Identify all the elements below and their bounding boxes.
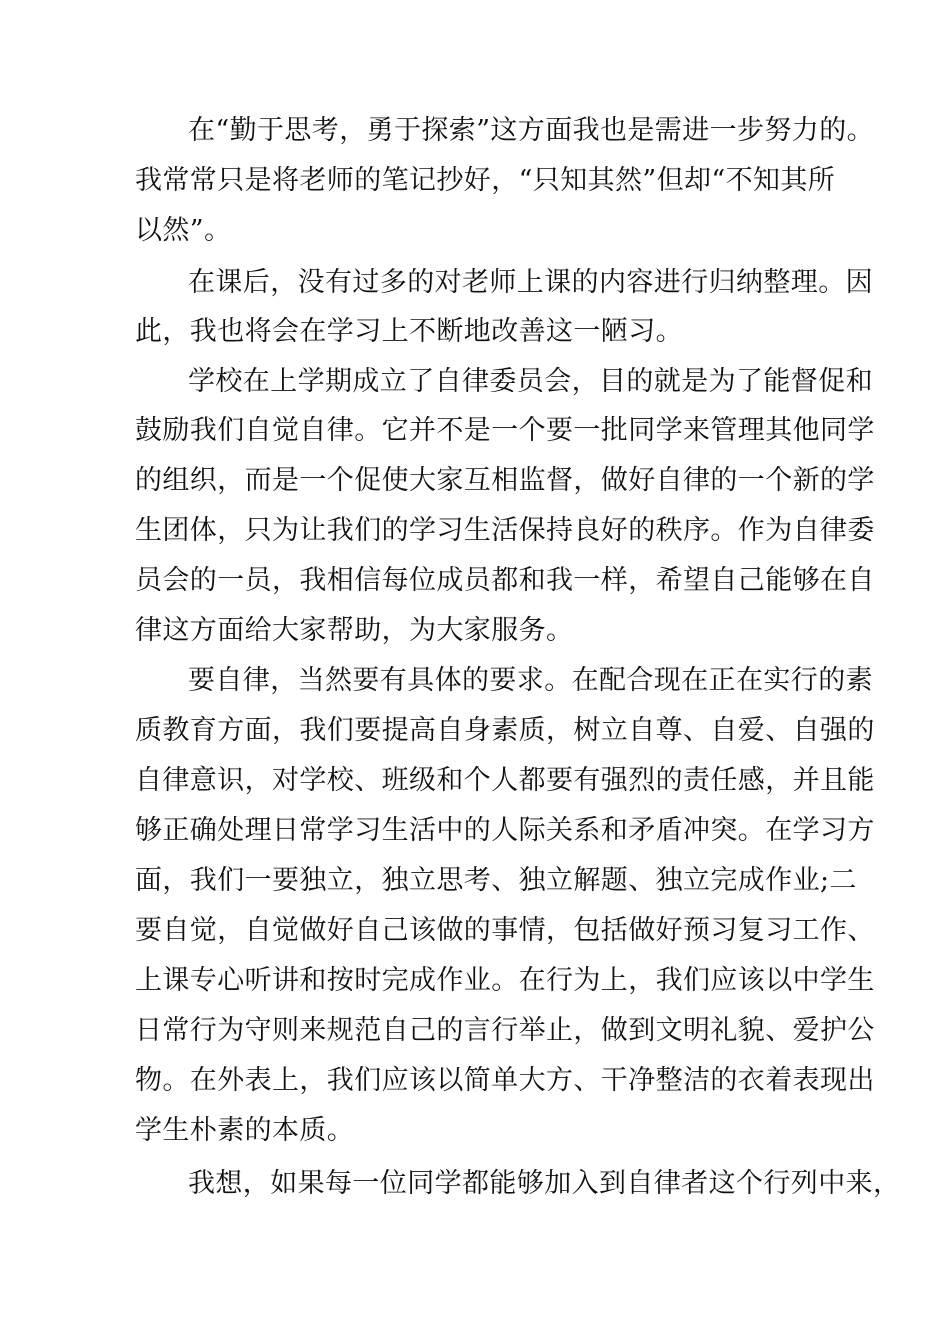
paragraph-1-line-1: 在“勤于思考，勇于探索”这方面我也是需进一步努力的。 xyxy=(188,115,875,146)
paragraph-3-line-3: 的组织，而是一个促使大家互相监督，做好自律的一个新的学 xyxy=(135,465,875,496)
paragraph-4-line-1: 要自律，当然要有具体的要求。在配合现在正在实行的素 xyxy=(188,665,873,696)
paragraph-2-line-2: 此，我也将会在学习上不断地改善这一陋习。 xyxy=(135,316,683,347)
paragraph-3-line-2: 鼓励我们自觉自律。它并不是一个要一批同学来管理其他同学 xyxy=(135,415,875,446)
paragraph-4-line-5: 面，我们一要独立，独立思考、独立解题、独立完成作业;二 xyxy=(135,865,857,896)
paragraph-4-line-9: 物。在外表上，我们应该以简单大方、干净整洁的衣着表现出 xyxy=(135,1065,875,1096)
paragraph-3-line-5: 员会的一员，我相信每位成员都和我一样，希望自己能够在自 xyxy=(135,565,875,596)
paragraph-1-line-2: 我常常只是将老师的笔记抄好，“只知其然”但却“不知其所 xyxy=(135,165,836,196)
paragraph-4-line-7: 上课专心听讲和按时完成作业。在行为上，我们应该以中学生 xyxy=(135,965,875,996)
paragraph-1-line-3: 以然”。 xyxy=(135,215,232,246)
paragraph-3-line-1: 学校在上学期成立了自律委员会，目的就是为了能督促和 xyxy=(188,366,873,397)
paragraph-4-line-2: 质教育方面，我们要提高自身素质，树立自尊、自爱、自强的 xyxy=(135,715,875,746)
paragraph-5-line-1: 我想，如果每一位同学都能够加入到自律者这个行列中来， xyxy=(188,1168,901,1199)
paragraph-3-line-4: 生团体，只为让我们的学习生活保持良好的秩序。作为自律委 xyxy=(135,515,875,546)
paragraph-2-line-1: 在课后，没有过多的对老师上课的内容进行归纳整理。因 xyxy=(188,267,873,298)
paragraph-4-line-4: 够正确处理日常学习生活中的人际关系和矛盾冲突。在学习方 xyxy=(135,815,875,846)
paragraph-4-line-10: 学生朴素的本质。 xyxy=(135,1115,355,1146)
paragraph-3-line-6: 律这方面给大家帮助，为大家服务。 xyxy=(135,615,574,646)
paragraph-4-line-3: 自律意识，对学校、班级和个人都要有强烈的责任感，并且能 xyxy=(135,765,875,796)
paragraph-4-line-8: 日常行为守则来规范自己的言行举止，做到文明礼貌、爱护公 xyxy=(135,1015,875,1046)
paragraph-4-line-6: 要自觉，自觉做好自己该做的事情，包括做好预习复习工作、 xyxy=(135,915,875,946)
